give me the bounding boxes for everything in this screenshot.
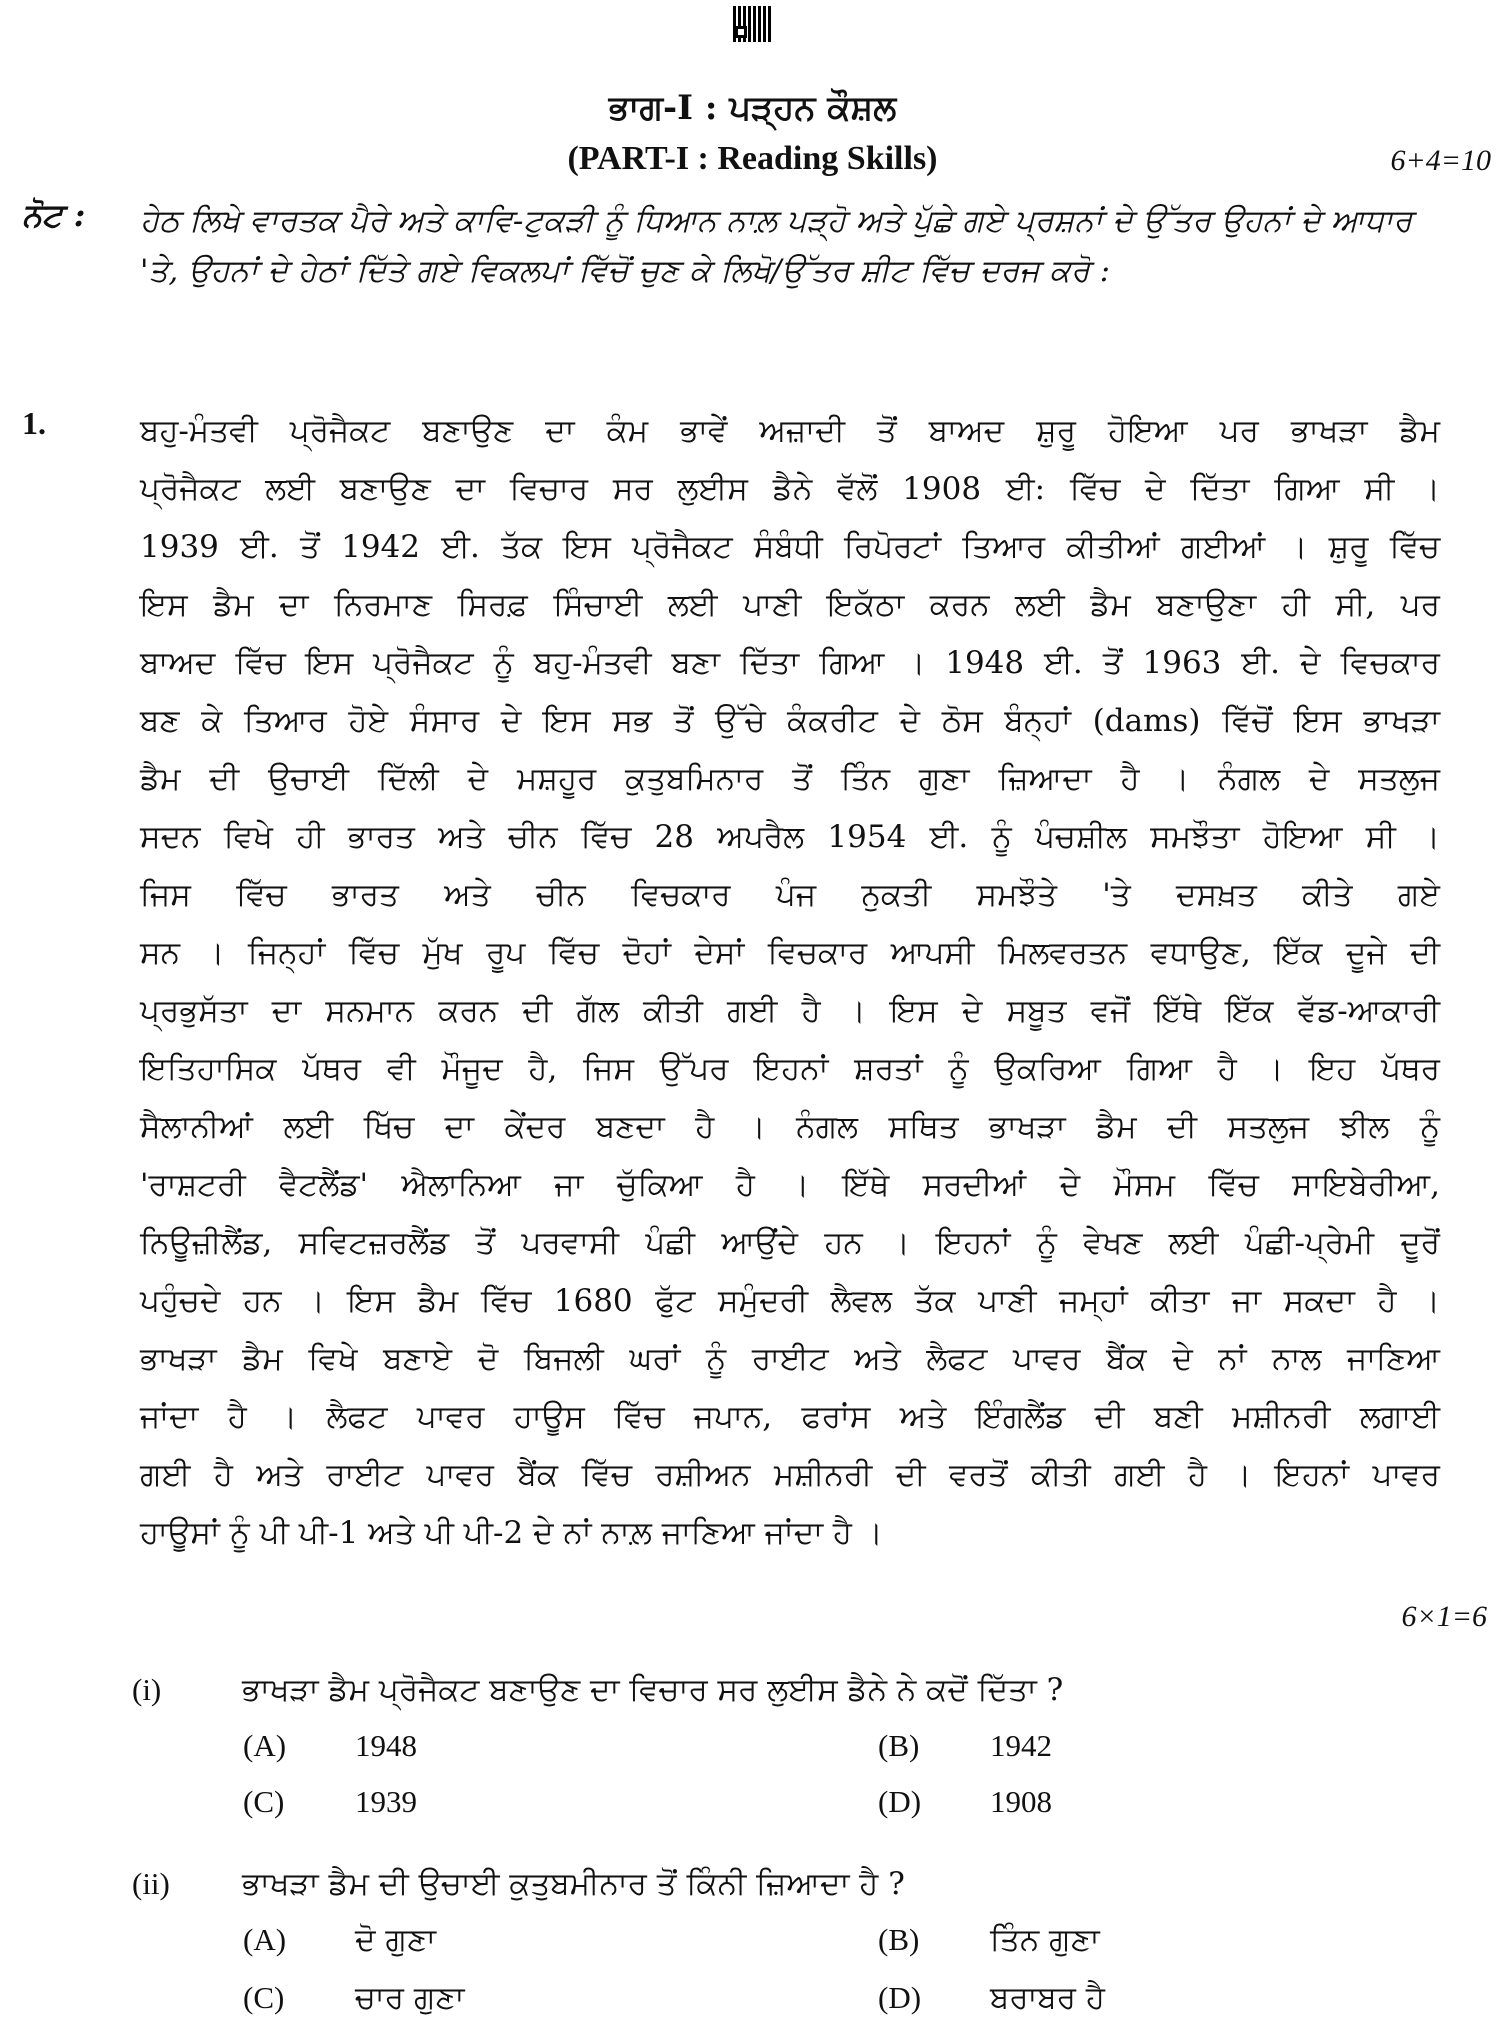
- passage-line: ਸਦਨ ਵਿਖੇ ਹੀ ਭਾਰਤ ਅਤੇ ਚੀਨ ਵਿੱਚ 28 ਅਪਰੈਲ 1954 ਈ. ਨੂੰ ਪੰਚਸ਼ੀਲ ਸਮਝੌਤਾ ਹੋਇਆ ਸੀ ।: [140, 819, 1440, 855]
- option-d[interactable]: (D) 1908: [878, 1784, 1052, 1819]
- passage-line: ਸੈਲਾਨੀਆਂ ਲਈ ਖਿੱਚ ਦਾ ਕੇਂਦਰ ਬਣਦਾ ਹੈ । ਨੰਗਲ ਸਥਿਤ ਭਾਖੜਾ ਡੈਮ ਦੀ ਸਤਲੁਜ ਝੀਲ ਨੂੰ: [140, 1109, 1440, 1145]
- subquestion-ii: [132, 1866, 905, 1903]
- subquestion-number: (ii): [132, 1866, 170, 1901]
- subquestion-text: ਭਾਖੜਾ ਡੈਮ ਦੀ ਉਚਾਈ ਕੁਤੁਬਮੀਨਾਰ ਤੋਂ ਕਿੰਨੀ ਜ਼ਿਆਦਾ ਹੈ ?: [242, 1866, 905, 1902]
- passage-line: ਜਾਂਦਾ ਹੈ । ਲੈਫਟ ਪਾਵਰ ਹਾਊਸ ਵਿੱਚ ਜਪਾਨ, ਫਰਾਂਸ ਅਤੇ ਇੰਗਲੈਂਡ ਦੀ ਬਣੀ ਮਸ਼ੀਨਰੀ ਲਗਾਈ: [140, 1399, 1440, 1435]
- passage-line: ਬਹੁ-ਮੰਤਵੀ ਪ੍ਰੋਜੈਕਟ ਬਣਾਉਣ ਦਾ ਕੰਮ ਭਾਵੇਂ ਅਜ਼ਾਦੀ ਤੋਂ ਬਾਅਦ ਸ਼ੁਰੂ ਹੋਇਆ ਪਰ ਭਾਖੜਾ ਡੈਮ: [140, 413, 1440, 449]
- question-marks: 6×1=6: [1401, 1600, 1487, 1633]
- question-number: 1.: [22, 405, 46, 441]
- passage-line: 'ਰਾਸ਼ਟਰੀ ਵੈਟਲੈਂਡ' ਐਲਾਨਿਆ ਜਾ ਚੁੱਕਿਆ ਹੈ । ਇੱਥੇ ਸਰਦੀਆਂ ਦੇ ਮੌਸਮ ਵਿੱਚ ਸਾਇਬੇਰੀਆ,: [140, 1167, 1440, 1203]
- passage-line: ਬਾਅਦ ਵਿੱਚ ਇਸ ਪ੍ਰੋਜੈਕਟ ਨੂੰ ਬਹੁ-ਮੰਤਵੀ ਬਣਾ ਦਿੱਤਾ ਗਿਆ । 1948 ਈ. ਤੋਂ 1963 ਈ. ਦੇ ਵਿਚਕਾਰ: [140, 645, 1440, 681]
- passage-line: ਨਿਊਜ਼ੀਲੈਂਡ, ਸਵਿਟਜ਼ਰਲੈਂਡ ਤੋਂ ਪਰਵਾਸੀ ਪੰਛੀ ਆਉਂਦੇ ਹਨ । ਇਹਨਾਂ ਨੂੰ ਵੇਖਣ ਲਈ ਪੰਛੀ-ਪ੍ਰੇਮੀ ਦੂਰੋਂ: [140, 1225, 1440, 1261]
- option-b[interactable]: (B) ਤਿੰਨ ਗੁਣਾ: [878, 1922, 1100, 1958]
- section-title-punjabi: ਭਾਗ-I : ਪੜ੍ਹਨ ਕੌਸ਼ਲ: [608, 88, 897, 128]
- section-marks: 6+4=10: [1390, 144, 1491, 177]
- passage: [140, 402, 1440, 1562]
- passage-line: ਪ੍ਰਭੁਸੱਤਾ ਦਾ ਸਨਮਾਨ ਕਰਨ ਦੀ ਗੱਲ ਕੀਤੀ ਗਈ ਹੈ । ਇਸ ਦੇ ਸਬੂਤ ਵਜੋਂ ਇੱਥੇ ਇੱਕ ਵੱਡ-ਆਕਾਰੀ: [140, 993, 1440, 1029]
- option-b[interactable]: (B) 1942: [878, 1728, 1052, 1763]
- option-c[interactable]: (C) 1939: [243, 1784, 417, 1819]
- passage-line: ਗਈ ਹੈ ਅਤੇ ਰਾਈਟ ਪਾਵਰ ਬੈਂਕ ਵਿੱਚ ਰਸ਼ੀਅਨ ਮਸ਼ੀਨਰੀ ਦੀ ਵਰਤੋਂ ਕੀਤੀ ਗਈ ਹੈ । ਇਹਨਾਂ ਪਾਵਰ: [140, 1457, 1440, 1493]
- option-c[interactable]: (C) ਚਾਰ ਗੁਣਾ: [243, 1980, 465, 2016]
- subquestion-text: ਭਾਖੜਾ ਡੈਮ ਪ੍ਰੋਜੈਕਟ ਬਣਾਉਣ ਦਾ ਵਿਚਾਰ ਸਰ ਲੁਈਸ ਡੈਨੇ ਨੇ ਕਦੋਂ ਦਿੱਤਾ ?: [242, 1672, 1064, 1708]
- passage-line: ਬਣ ਕੇ ਤਿਆਰ ਹੋਏ ਸੰਸਾਰ ਦੇ ਇਸ ਸਭ ਤੋਂ ਉੱਚੇ ਕੰਕਰੀਟ ਦੇ ਠੋਸ ਬੰਨ੍ਹਾਂ (dams) ਵਿੱਚੋਂ ਇਸ ਭਾਖੜਾ: [140, 703, 1440, 739]
- passage-line: ਸਨ । ਜਿਨ੍ਹਾਂ ਵਿੱਚ ਮੁੱਖ ਰੂਪ ਵਿੱਚ ਦੋਹਾਂ ਦੇਸਾਂ ਵਿਚਕਾਰ ਆਪਸੀ ਮਿਲਵਰਤਨ ਵਧਾਉਣ, ਇੱਕ ਦੂਜੇ ਦੀ: [140, 935, 1440, 971]
- subquestion-number: (i): [132, 1672, 162, 1707]
- passage-line: ਇਸ ਡੈਮ ਦਾ ਨਿਰਮਾਣ ਸਿਰਫ਼ ਸਿੰਚਾਈ ਲਈ ਪਾਣੀ ਇਕੱਠਾ ਕਰਨ ਲਈ ਡੈਮ ਬਣਾਉਣਾ ਹੀ ਸੀ, ਪਰ: [140, 587, 1440, 623]
- passage-line: 1939 ਈ. ਤੋਂ 1942 ਈ. ਤੱਕ ਇਸ ਪ੍ਰੋਜੈਕਟ ਸੰਬੰਧੀ ਰਿਪੋਰਟਾਂ ਤਿਆਰ ਕੀਤੀਆਂ ਗਈਆਂ । ਸ਼ੁਰੂ ਵਿੱਚ: [140, 529, 1440, 565]
- passage-line: ਇਤਿਹਾਸਿਕ ਪੱਥਰ ਵੀ ਮੌਜੂਦ ਹੈ, ਜਿਸ ਉੱਪਰ ਇਹਨਾਂ ਸ਼ਰਤਾਂ ਨੂੰ ਉਕਰਿਆ ਗਿਆ ਹੈ । ਇਹ ਪੱਥਰ: [140, 1051, 1440, 1087]
- qr-code-icon: [733, 6, 771, 42]
- option-d[interactable]: (D) ਬਰਾਬਰ ਹੈ: [878, 1980, 1105, 2016]
- passage-line: ਪਹੁੰਚਦੇ ਹਨ । ਇਸ ਡੈਮ ਵਿੱਚ 1680 ਫੁੱਟ ਸਮੁੰਦਰੀ ਲੈਵਲ ਤੱਕ ਪਾਣੀ ਜਮ੍ਹਾਂ ਕੀਤਾ ਜਾ ਸਕਦਾ ਹੈ ।: [140, 1283, 1440, 1319]
- passage-line: ਜਿਸ ਵਿੱਚ ਭਾਰਤ ਅਤੇ ਚੀਨ ਵਿਚਕਾਰ ਪੰਜ ਨੁਕਤੀ ਸਮਝੌਤੇ 'ਤੇ ਦਸਖ਼ਤ ਕੀਤੇ ਗਏ: [140, 877, 1440, 913]
- section-title-english: (PART-I : Reading Skills): [567, 140, 938, 177]
- subquestion-i: [132, 1672, 1063, 1709]
- note-label: ਨੋਟ :: [22, 196, 86, 234]
- passage-line: ਹਾਊਸਾਂ ਨੂੰ ਪੀ ਪੀ-1 ਅਤੇ ਪੀ ਪੀ-2 ਦੇ ਨਾਂ ਨਾਲ਼ ਜਾਣਿਆ ਜਾਂਦਾ ਹੈ ।: [140, 1515, 883, 1551]
- option-a[interactable]: (A) ਦੋ ਗੁਣਾ: [243, 1922, 436, 1958]
- passage-line: ਡੈਮ ਦੀ ਉਚਾਈ ਦਿੱਲੀ ਦੇ ਮਸ਼ਹੂਰ ਕੁਤੁਬਮਿਨਾਰ ਤੋਂ ਤਿੰਨ ਗੁਣਾ ਜ਼ਿਆਦਾ ਹੈ । ਨੰਗਲ ਦੇ ਸਤਲੁਜ: [140, 761, 1440, 797]
- passage-line: ਭਾਖੜਾ ਡੈਮ ਵਿਖੇ ਬਣਾਏ ਦੋ ਬਿਜਲੀ ਘਰਾਂ ਨੂੰ ਰਾਈਟ ਅਤੇ ਲੈਫਟ ਪਾਵਰ ਬੈਂਕ ਦੇ ਨਾਂ ਨਾਲ ਜਾਣਿਆ: [140, 1341, 1440, 1377]
- passage-line: ਪ੍ਰੋਜੈਕਟ ਲਈ ਬਣਾਉਣ ਦਾ ਵਿਚਾਰ ਸਰ ਲੁਈਸ ਡੈਨੇ ਵੱਲੋਂ 1908 ਈ: ਵਿੱਚ ਦੇ ਦਿੱਤਾ ਗਿਆ ਸੀ ।: [140, 471, 1440, 507]
- note-text: ਹੇਠ ਲਿਖੇ ਵਾਰਤਕ ਪੈਰੇ ਅਤੇ ਕਾਵਿ-ਟੁਕੜੀ ਨੂੰ ਧਿਆਨ ਨਾਲ਼ ਪੜ੍ਹੋ ਅਤੇ ਪੁੱਛੇ ਗਏ ਪ੍ਰਸ਼ਨਾਂ ਦੇ ਉੱਤਰ ਉਹਨਾਂ ਦੇ ਆਧਾਰ 'ਤੇ, ਉਹਨਾਂ ਦੇ ਹੇਠਾਂ ਦਿੱਤੇ ਗਏ ਵਿਕਲਪਾਂ ਵਿੱਚੋਂ ਚੁਣ ਕੇ ਲਿਖੋ/ਉੱਤਰ ਸ਼ੀਟ ਵਿੱਚ ਦਰਜ ਕਰੋ :: [140, 203, 1413, 289]
- option-a[interactable]: (A) 1948: [243, 1728, 417, 1763]
